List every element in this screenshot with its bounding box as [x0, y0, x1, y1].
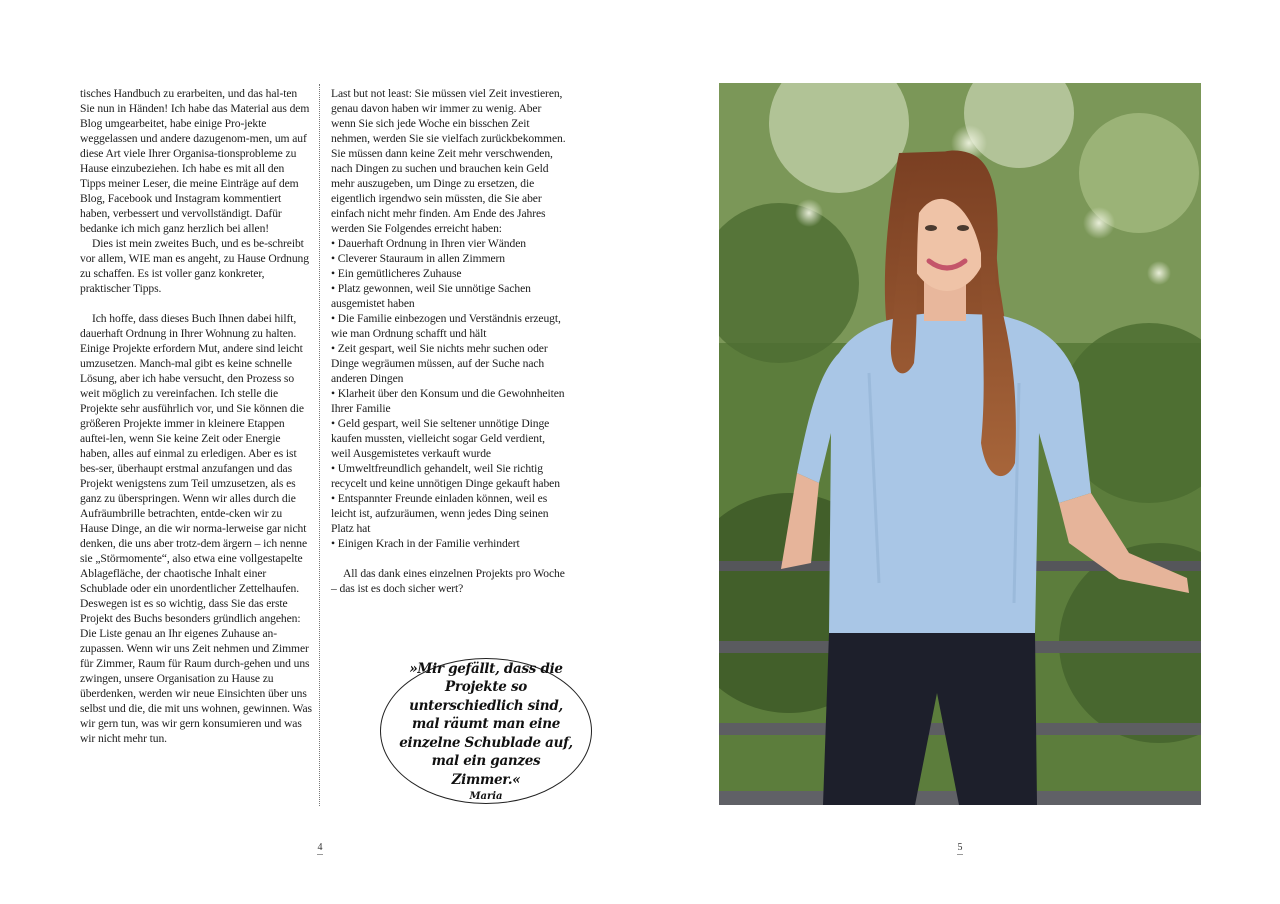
- paragraph: Last but not least: Sie müssen viel Zeit investieren, genau davon haben wir immer zu wenig. Aber wenn Sie sich jede Woche ein bisschen Zeit nehmen, werden Sie sie vielfach zurückbekommen. Sie müssen dann keine Zeit mehr verschwenden, nach Dingen zu suchen und brauchen kein Geld mehr auszugeben, um Dinge zu ersetzen, die eigentlich irgendwo sein müssten, die Sie aber einfach nicht mehr finden. Am Ende des Jahres werden Sie Folgendes erreicht haben:: [331, 87, 566, 235]
- column-divider: [319, 84, 320, 806]
- bullet-item: • Ein gemütlicheres Zuhause: [331, 267, 462, 280]
- bullet-item: • Platz gewonnen, weil Sie unnötige Sachen ausgemistet haben: [331, 282, 531, 310]
- bullet-item: • Die Familie einbezogen und Verständnis erzeugt, wie man Ordnung schafft und hält: [331, 312, 561, 340]
- quote-bubble: [380, 658, 592, 804]
- quote-text: »Mir gefällt, dass die Projekte so unterschiedlich sind, mal räumt man eine einzelne Schublade auf, mal ein ganzes Zimmer.«: [399, 660, 573, 788]
- bullet-item: • Umweltfreundlich gehandelt, weil Sie richtig recycelt und keine unnötigen Dinge gekauft haben: [331, 462, 560, 490]
- page-number-right: 5: [950, 842, 970, 855]
- bullet-item: • Geld gespart, weil Sie seltener unnötige Dinge kaufen mussten, vielleicht sogar Geld verdient, weil Ausgemistetes verkauft wurde: [331, 417, 550, 460]
- bullet-item: • Einigen Krach in der Familie verhindert: [331, 537, 520, 550]
- middle-text-column: [331, 86, 567, 596]
- bullet-item: • Cleverer Stauraum in allen Zimmern: [331, 252, 505, 265]
- paragraph: Ich hoffe, dass dieses Buch Ihnen dabei hilft, dauerhaft Ordnung in Ihrer Wohnung zu halten. Einige Projekte erfordern Mut, andere sind leicht umzusetzen. Manch-mal gibt es keine schnelle Lösung, aber ich habe versucht, den Prozess so weit möglich zu vereinfachen. Ich stelle die Projekte sehr ausführlich vor, und Sie können die größeren Projekte immer in kleinere Etappen auftei-len, wenn Sie keine Zeit oder Energie haben, alles auf einmal zu erledigen. Aber es ist bes-ser, überhaupt erstmal anzufangen und das Projekt wenigstens zum Teil umzusetzen, als es ganz zu überspringen. Wenn wir alles durch die Aufräumbrille betrachten, entde-cken wir zu Hause Dinge, an die wir norma-lerweise gar nicht denken, die uns aber trotz-dem ärgern – ich nenne sie „Störmomente“, also etwa eine vollgestapelte Ablagefläche, der chaotische Inhalt einer Schublade oder ein unordentlicher Zettelhaufen. Deswegen ist es so wichtig, dass Sie das erste Projekt des Buchs besonders gründlich angehen: Die Liste genau an Ihr eigenes Zuhause an-zupassen. Wenn wir uns Zeit nehmen und Zimmer für Zimmer, Raum für Raum durch-gehen und uns zwingen, unsere Organisation zu Hause zu überdenken, werden wir neue Einsichten über uns selbst und die, die mit uns wohnen, gewinnen. Was wir gern tun, was wir gern konsumieren und was wir nicht mehr tun.: [80, 312, 312, 745]
- bullet-item: • Dauerhaft Ordnung in Ihren vier Wänden: [331, 237, 526, 250]
- bullet-item: • Zeit gespart, weil Sie nichts mehr suchen oder Dinge wegräumen müssen, auf der Suche nach anderen Dingen: [331, 342, 548, 385]
- bullet-item: • Klarheit über den Konsum und die Gewohnheiten Ihrer Familie: [331, 387, 565, 415]
- paragraph: All das dank eines einzelnen Projekts pro Woche – das ist es doch sicher wert?: [331, 567, 565, 595]
- paragraph: tisches Handbuch zu erarbeiten, und das hal-ten Sie nun in Händen! Ich habe das Material aus dem Blog umgearbeitet, habe einige Pro-jekte weggelassen und andere dazugenom-men, um auf diese Art viele Ihrer Organisa-tionsprobleme zu Hause einzubeziehen. Ich habe es mit all den Tipps meiner Leser, die meine Einträge auf dem Blog, Facebook und Instagram kommentiert haben, verbessert und vervollständigt. Dafür bedanke ich mich ganz herzlich bei allen!: [80, 87, 310, 235]
- portrait-photo-icon: [719, 83, 1201, 805]
- portrait-photo: [719, 83, 1201, 805]
- page-number-left: 4: [310, 842, 330, 855]
- left-text-column: [80, 86, 312, 746]
- bullet-item: • Entspannter Freunde einladen können, weil es leicht ist, aufzuräumen, wenn jedes Ding seinen Platz hat: [331, 492, 549, 535]
- paragraph: Dies ist mein zweites Buch, und es be-schreibt vor allem, WIE man es angeht, zu Hause Ordnung zu schaffen. Es ist voller ganz konkreter, praktischer Tipps.: [80, 237, 309, 295]
- quote-author: Maria: [469, 791, 503, 803]
